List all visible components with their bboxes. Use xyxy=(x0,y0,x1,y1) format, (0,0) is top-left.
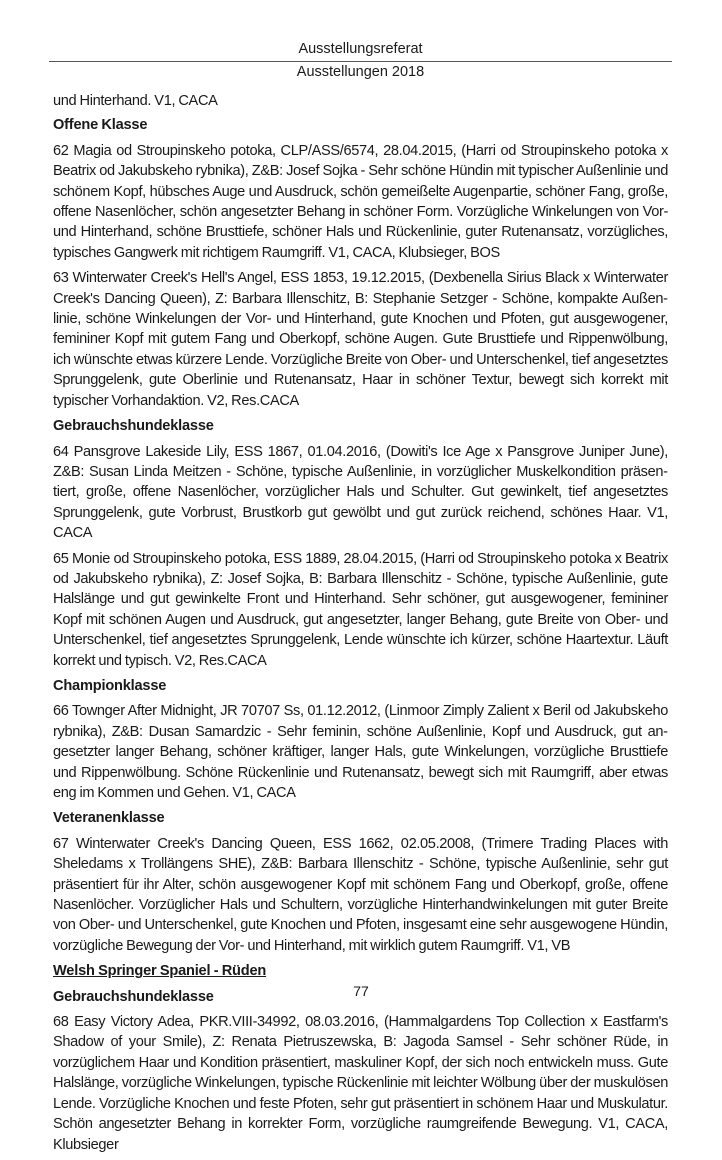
header-subtitle: Ausstellungen 2018 xyxy=(296,64,425,80)
entry-62: 62 Magia od Stroupinskeho potoka, CLP/ASS/6574, 28.04.2015, (Harri od Stroupinskeho potoka x Beatrix od Jakubskeho rybnika), Z&B: Josef Sojka - Sehr schöne Hündin mit typischer Außenlinie und schönem Kopf, hübsches Auge und Ausdruck, schön gemeißelte Augenpartie, schöner Fang, große, offene Nasenlöcher, schön angesetzter Behang in schöner Form. Vorzügliche Winkelungen von Vor- und Hinterhand, schöne Brusttiefe, schöner Hals und Rückenlinie, guter Rutenansatz, vorzügliches, typisches Gangwerk mit richtigem Raumgriff. V1, CACA, Klubsieger, BOS xyxy=(53,142,668,261)
entry-67: 67 Winterwater Creek's Dancing Queen, ESS 1662, 02.05.2008, (Trimere Trading Places with Sheledams x Trollängens SHE), Z&B: Barbara Illenschitz - Schöne, typische Außenlinie, sehr gut präsentiert für ihr Alter, schön ausgewogener Kopf mit schönem Fang und Oberkopf, große, offene Nasenlöcher. Vorzüglicher Hals und Schultern, vorzügliche Hinterhandwinkelungen mit guter Breite von Ober- und Unterschenkel, gute Knochen und Pfoten, insgesamt eine sehr ausgewogene Hündin, vorzügliche Bewegung der Vor- und Hinterhand, mit wirklich gutem Raumgriff. V1, VB xyxy=(53,835,668,954)
entry-64: 64 Pansgrove Lakeside Lily, ESS 1867, 01.04.2016, (Dowiti's Ice Age x Pansgrove Juniper June), Z&B: Susan Linda Meitzen - Schöne, typische Außenlinie, in vorzüglicher Muskelkondition präsentiert, große, offene Nasenlöcher, vorzüglicher Hals und Schulter. Gut gewinkelt, tief angesetztes Sprunggelenk, gute Vorbrust, Brustkorb gut gewölbt und gut zurück reichend, schönes Haar. V1, CACA xyxy=(53,443,668,542)
page-content xyxy=(53,91,668,1160)
page-number: 77 xyxy=(353,983,369,999)
page-header xyxy=(49,40,672,82)
entry-68: 68 Easy Victory Adea, PKR.VIII-34992, 08.03.2016, (Hammalgardens Top Collection x Eastfarm's Shadow of your Smile), Z: Renata Pietruszewska, B: Jagoda Samsel - Sehr schöner Rüde, in vorzüglichem Haar und Kondition präsentiert, maskuliner Kopf, der sich noch entwickeln muss. Gute Halslänge, vorzügliche Winkelungen, typische Rückenlinie mit leichter Wölbung über der muskulösen Lende. Vorzügliche Knochen und feste Pfoten, sehr gut präsentiert in schönem Haar und Muskulatur. Schön angesetzter Behang in korrekter Form, vorzügliche raumgreifende Bewegung. V1, CACA, Klubsieger xyxy=(53,1014,668,1153)
continuation-text: und Hinterhand. V1, CACA xyxy=(53,93,218,109)
entry-63: 63 Winterwater Creek's Hell's Angel, ESS 1853, 19.12.2015, (Dexbenella Sirius Black x Winterwater Creek's Dancing Queen), Z: Barbara Illenschitz, B: Stephanie Setzger - Schöne, kompakte Außenlinie, schöne Winkelungen der Vor- und Hinterhand, gute Knochen und Pfoten, gut ausgewogener, femininer Kopf mit gutem Fang und Oberkopf, schöne Augen. Gute Brusttiefe und Rippenwölbung, ich wünschte etwas kürzere Lende. Vorzügliche Breite von Ober- und Unterschenkel, tief angesetztes Sprunggelenk, gute Oberlinie und Rutenansatz, Haar in schöner Textur, bewegt sich korrekt mit typischer Vorhandaktion. V2, Res.CACA xyxy=(53,270,668,409)
entry-65: 65 Monie od Stroupinskeho potoka, ESS 1889, 28.04.2015, (Harri od Stroupinskeho potoka x Beatrix od Jakubskeho rybnika), Z: Josef Sojka, B: Barbara Illenschitz - Schöne, typische Außenlinie, gute Halslänge und gut gewinkelte Front und Hinterhand. Sehr schöner, gut ausgewogener, femininer Kopf mit schönen Augen und Ausdruck, gut angesetzter, langer Behang, gute Breite von Ober- und Unterschenkel, tief angesetztes Sprunggelenk, Lende wünschte ich kürzer, schöne Haartextur. Läuft korrekt und typisch. V2, Res.CACA xyxy=(53,550,668,669)
class-heading-gebrauchshundeklasse-ruden: Gebrauchshundeklasse xyxy=(53,988,214,1005)
breed-heading: Welsh Springer Spaniel - Rüden xyxy=(53,963,267,980)
header-title: Ausstellungsreferat xyxy=(49,40,672,62)
entry-66: 66 Townger After Midnight, JR 70707 Ss, 01.12.2012, (Linmoor Zimply Zalient x Beril od Jakubskeho rybnika), Z&B: Dusan Samardzic - Sehr feminin, schöne Außenlinie, Kopf und Ausdruck, gut angesetzter langer Behang, schöner kräftiger, langer Hals, gute Winkelungen, vorzügliche Brusttiefe und Rippenwölbung. Schöne Rückenlinie und Rutenansatz, bewegt sich mit Raumgriff, aber etwas eng im Kommen und Gehen. V1, CACA xyxy=(53,703,668,801)
class-heading-championklasse: Championklasse xyxy=(53,677,167,694)
class-heading-offene-klasse: Offene Klasse xyxy=(53,117,148,134)
class-heading-veteranenklasse: Veteranenklasse xyxy=(53,810,165,827)
class-heading-gebrauchshundeklasse: Gebrauchshundeklasse xyxy=(53,418,214,435)
